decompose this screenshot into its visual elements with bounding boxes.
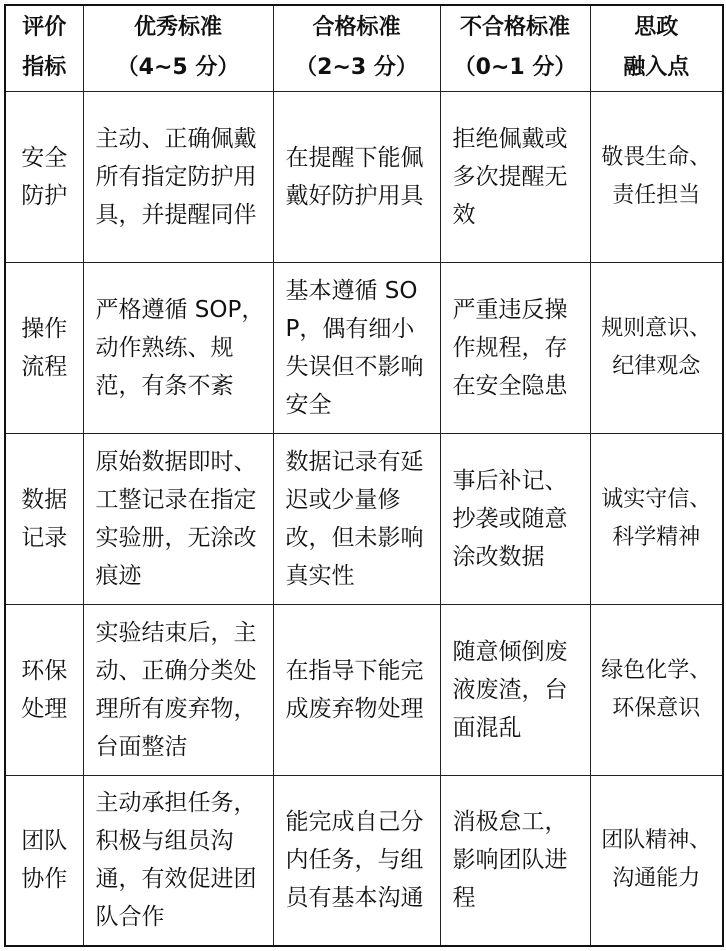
pass-cell: 在提醒下能佩戴好防护用具 [273, 91, 440, 262]
ideology-cell: 规则意识、 纪律观念 [590, 262, 723, 433]
fail-cell: 事后补记、抄袭或随意涂改数据 [440, 433, 590, 604]
excellent-cell: 实验结束后，主动、正确分类处理所有废弃物，台面整洁 [83, 604, 273, 775]
header-indicator: 评价 指标 [5, 5, 83, 91]
fail-cell: 严重违反操作规程，存在安全隐患 [440, 262, 590, 433]
excellent-cell: 主动、正确佩戴所有指定防护用具，并提醒同伴 [83, 91, 273, 262]
header-ideology: 思政 融入点 [590, 5, 723, 91]
indicator-cell: 环保 处理 [5, 604, 83, 775]
fail-cell: 消极怠工，影响团队进程 [440, 775, 590, 946]
header-row [5, 5, 723, 91]
ideology-cell: 绿色化学、 环保意识 [590, 604, 723, 775]
table-row [5, 262, 723, 433]
table-row [5, 604, 723, 775]
excellent-cell: 主动承担任务，积极与组员沟通，有效促进团队合作 [83, 775, 273, 946]
header-fail: 不合格标准 （0~1 分） [440, 5, 590, 91]
excellent-cell: 严格遵循 SOP，动作熟练、规范，有条不紊 [83, 262, 273, 433]
indicator-cell: 数据 记录 [5, 433, 83, 604]
pass-cell: 能完成自己分内任务，与组员有基本沟通 [273, 775, 440, 946]
evaluation-table [4, 4, 724, 947]
table-row [5, 775, 723, 946]
header-pass: 合格标准 （2~3 分） [273, 5, 440, 91]
pass-cell: 数据记录有延迟或少量修改，但未影响真实性 [273, 433, 440, 604]
indicator-cell: 安全 防护 [5, 91, 83, 262]
pass-cell: 基本遵循 SOP，偶有细小失误但不影响安全 [273, 262, 440, 433]
ideology-cell: 敬畏生命、 责任担当 [590, 91, 723, 262]
indicator-cell: 团队 协作 [5, 775, 83, 946]
ideology-cell: 诚实守信、 科学精神 [590, 433, 723, 604]
table-row [5, 91, 723, 262]
pass-cell: 在指导下能完成废弃物处理 [273, 604, 440, 775]
ideology-cell: 团队精神、 沟通能力 [590, 775, 723, 946]
table-row [5, 433, 723, 604]
header-excellent: 优秀标准 （4~5 分） [83, 5, 273, 91]
fail-cell: 拒绝佩戴或多次提醒无效 [440, 91, 590, 262]
excellent-cell: 原始数据即时、工整记录在指定实验册，无涂改痕迹 [83, 433, 273, 604]
indicator-cell: 操作 流程 [5, 262, 83, 433]
fail-cell: 随意倾倒废液废渣，台面混乱 [440, 604, 590, 775]
